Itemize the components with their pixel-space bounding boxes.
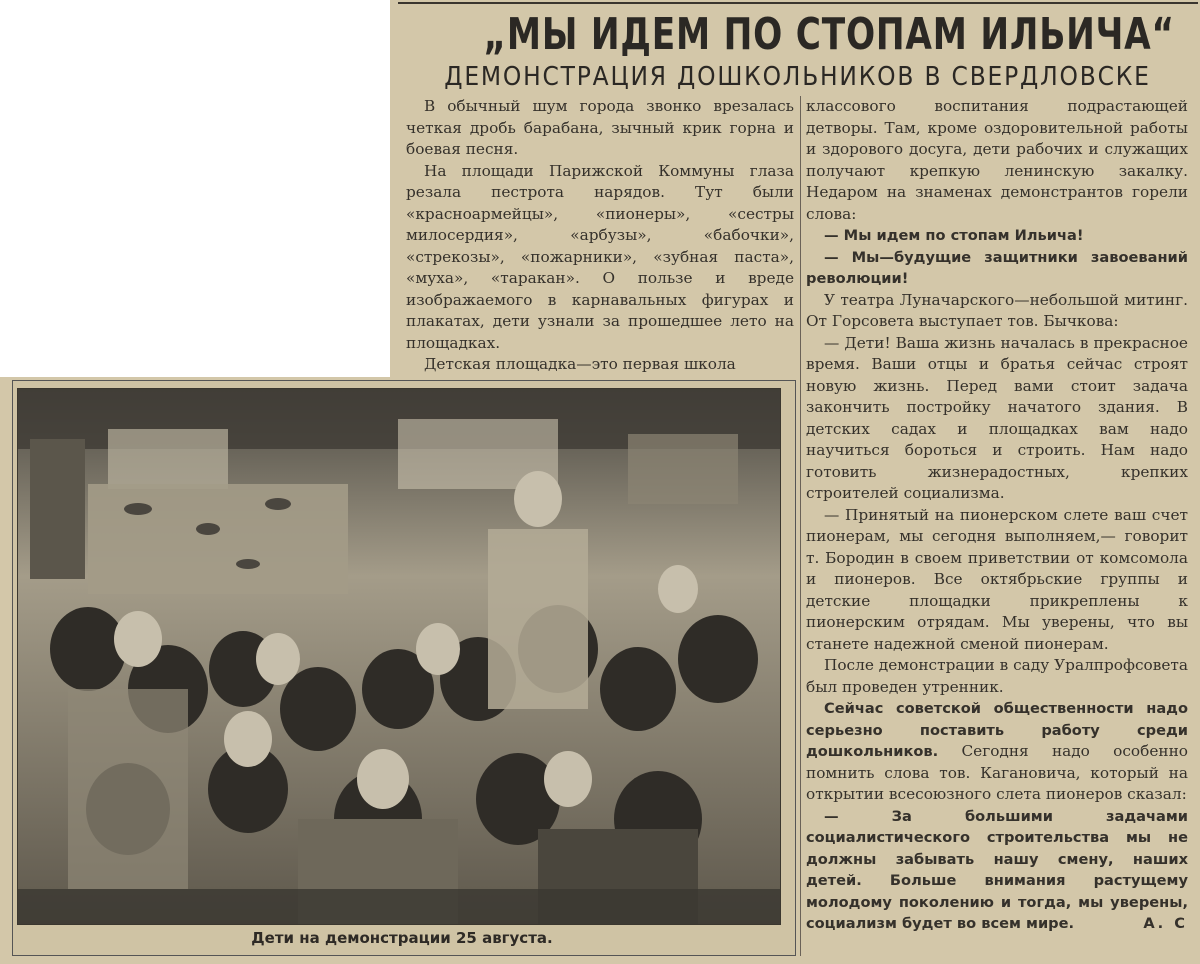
- blank-area: [0, 0, 390, 377]
- paragraph: Детская площадка—это первая школа: [424, 355, 736, 373]
- paragraph: В обычный шум города звонко врезалась четкая дробь барабана, зычный крик горна и боевая песня.: [406, 97, 794, 158]
- photo-image: [18, 389, 780, 924]
- author-signature: А. С: [1143, 915, 1188, 932]
- paragraph: На площади Парижской Коммуны глаза резала пестрота нарядов. Тут были «красноармейцы», «пионеры», «сестры милосердия», «арбузы», «бабочки», «стрекозы», «пожарники», «зубная паста», «муха», «таракан». О пользе и вреде изображаемого в карнавальных фигурах и плакатах, дети узнали за прошедшее лето на площадках.: [406, 161, 794, 352]
- photo-caption: Дети на демонстрации 25 августа.: [251, 929, 553, 947]
- bold-statement: Сейчас советской общественности надо серьезно поставить работу среди дошкольников.: [806, 700, 1188, 760]
- column-divider: [800, 96, 801, 956]
- paragraph: — Принятый на пионерском слете ваш счет пионерам, мы сегодня выполняем,— говорит т. Бородин в своем приветствии от комсомола и пионеров. Все октябрьские группы и детские площадки прикреплены к пионерским отрядам. Мы уверены, что вы станете надежной сменой пионерам.: [806, 505, 1188, 653]
- paragraph: У театра Луначарского—небольшой митинг. От Горсовета выступает тов. Бычкова:: [806, 290, 1188, 330]
- text-column-left: [406, 96, 794, 376]
- paragraph: После демонстрации в саду Уралпрофсовета был проведен утренник.: [806, 656, 1188, 696]
- slogan: — Мы—будущие защитники завоеваний революции!: [806, 248, 1188, 287]
- paragraph: классового воспитания подрастающей детворы. Там, кроме оздоровительной работы и здорового досуга, дети рабочих и служащих получают крепкую ленинскую закалку. Недаром на знаменах демонстрантов горели слова:: [806, 97, 1188, 223]
- article-subtitle: ДЕМОНСТРАЦИЯ ДОШКОЛЬНИКОВ В СВЕРДЛОВСКЕ: [444, 62, 1151, 92]
- paragraph-mixed: [806, 698, 1188, 806]
- children-demonstration-photo: [17, 388, 781, 925]
- slogan: — Мы идем по стопам Ильича!: [824, 227, 1084, 244]
- text-column-right: [806, 96, 1188, 935]
- paragraph: — Дети! Ваша жизнь началась в прекрасное время. Ваши отцы и братья сейчас строят новую жизнь. Перед вами стоит задача закончить постройку начатого здания. В детских садах и площадках вам надо научиться бороться и строить. Нам надо готовить жизнерадостных, крепких строителей социализма.: [806, 333, 1188, 502]
- paragraph-continuation: Сегодня надо особенно помнить слова тов. Кагановича, который на открытии всесоюзного слета пионеров сказал:: [806, 742, 1188, 803]
- final-quote: [806, 806, 1188, 935]
- final-quote-text: — За большими задачами социалистического строительства мы не должны забывать нашу смену, наших детей. Больше внимания растущему молодому поколению и тогда, мы уверены, социализм будет во всем мире.: [806, 807, 1188, 932]
- article-title: „МЫ ИДЕМ ПО СТОПАМ ИЛЬИЧА“: [483, 9, 1175, 60]
